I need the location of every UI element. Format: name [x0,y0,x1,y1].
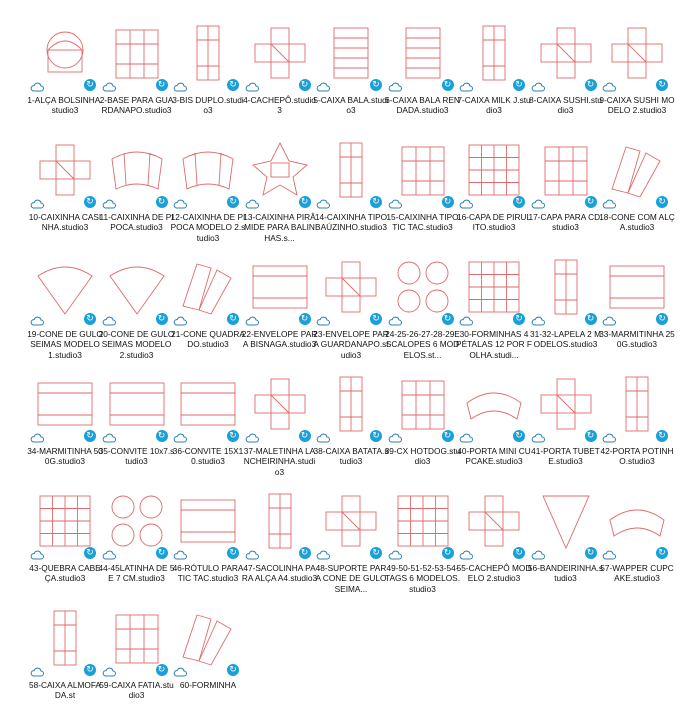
file-thumbnail [106,256,168,318]
file-thumbnail [606,373,668,435]
sync-badge-icon: ↻ [299,547,311,559]
sync-badge-icon: ↻ [442,430,454,442]
sync-badge-icon: ↻ [84,313,96,325]
file-label: 31-32-LAPELA 2 MODELOS.studio3 [529,329,602,350]
sync-badge-icon: ↻ [84,547,96,559]
file-thumbnail [34,490,96,552]
cloud-icon [388,550,402,560]
sync-badge-icon: ↻ [656,196,668,208]
file-label: 7-CAIXA MILK J.studio3 [457,95,531,116]
sync-badge-icon: ↻ [156,313,168,325]
file-label: 18-CONE COM ALÇA.studio3 [599,212,675,233]
cloud-icon [316,433,330,443]
file-label: 37-MALETINHA LANCHEIRINHA.studio3 [243,446,316,477]
file-thumbnail [535,139,597,201]
cloud-icon [459,82,473,92]
sync-badge-icon: ↻ [656,430,668,442]
file-thumbnail [106,490,168,552]
cloud-icon [388,316,402,326]
cloud-icon [388,82,402,92]
sync-badge-icon: ↻ [299,430,311,442]
sync-badge-icon: ↻ [227,79,239,91]
file-label: 20-CONE DE GULOSEIMAS MODELO 2.studio3 [98,329,175,360]
file-label: 30-FORMINHAS 4 PÉTALAS 12 POR FOLHA.studi... [456,329,532,360]
file-label: 14-CAIXINHA TIPO BAÚZINHO.studio3 [314,212,388,233]
cloud-icon [316,550,330,560]
sync-badge-icon: ↻ [227,547,239,559]
file-thumbnail [320,256,382,318]
cloud-icon [102,316,116,326]
cloud-icon [173,433,187,443]
cloud-icon [388,433,402,443]
file-thumbnail [177,490,239,552]
sync-badge-icon: ↻ [84,196,96,208]
sync-badge-icon: ↻ [156,430,168,442]
file-thumbnail [606,139,668,201]
file-label: 59-CAIXA FATIA.studio3 [99,680,174,701]
cloud-icon [245,316,259,326]
sync-badge-icon: ↻ [513,196,525,208]
cloud-icon [459,199,473,209]
cloud-icon [173,199,187,209]
sync-badge-icon: ↻ [156,664,168,676]
sync-badge-icon: ↻ [156,79,168,91]
cloud-icon [102,550,116,560]
cloud-icon [102,199,116,209]
cloud-icon [30,199,44,209]
file-thumbnail [177,607,239,669]
file-thumbnail [606,490,668,552]
sync-badge-icon: ↻ [442,79,454,91]
file-label: 48-SUPORTE PARA CONE DE GULOSEIMA... [315,563,387,594]
file-label: 39-CX HOTDOG.studio3 [384,446,461,467]
file-label: 12-CAIXINHA DE PIPOCA MODELO 2.studio3 [170,212,246,243]
sync-badge-icon: ↻ [370,430,382,442]
sync-badge-icon: ↻ [370,79,382,91]
file-thumbnail [535,256,597,318]
sync-badge-icon: ↻ [227,196,239,208]
cloud-icon [602,316,616,326]
cloud-icon [602,82,616,92]
file-label: 17-CAPA PARA CD.studio3 [528,212,603,233]
file-thumbnail [392,373,454,435]
file-label: 15-CAIXINHA TIPO TIC TAC.studio3 [386,212,459,233]
file-thumbnail [177,373,239,435]
sync-badge-icon: ↻ [513,430,525,442]
file-label: 3-BIS DUPLO.studio3 [172,95,244,116]
cloud-icon [245,82,259,92]
sync-badge-icon: ↻ [585,430,597,442]
file-label: 6-CAIXA BALA RENDADA.studio3 [385,95,460,116]
file-label: 19-CONE DE GULOSEIMAS MODELO 1.studio3 [27,329,103,360]
cloud-icon [30,82,44,92]
sync-badge-icon: ↻ [656,79,668,91]
sync-badge-icon: ↻ [585,313,597,325]
file-thumbnail [177,139,239,201]
sync-badge-icon: ↻ [84,664,96,676]
file-thumbnail [392,139,454,201]
file-label: 35-CONVITE 10x7.studio3 [98,446,175,467]
file-thumbnail [34,256,96,318]
sync-badge-icon: ↻ [227,430,239,442]
file-label: 41-PORTA TUBETE.studio3 [531,446,600,467]
sync-badge-icon: ↻ [84,79,96,91]
file-label: 47-SACOLINHA PARA ALÇA A4.studio3 [241,563,318,584]
file-thumbnail [106,373,168,435]
file-thumbnail [463,373,525,435]
file-thumbnail [606,22,668,84]
sync-badge-icon: ↻ [299,313,311,325]
sync-badge-icon: ↻ [442,313,454,325]
sync-badge-icon: ↻ [227,664,239,676]
file-thumbnail [535,490,597,552]
cloud-icon [245,199,259,209]
file-thumbnail [106,22,168,84]
file-thumbnail [177,256,239,318]
file-label: 1-ALÇA BOLSINHA.studio3 [27,95,103,116]
file-label: 42-PORTA POTINHO.studio3 [600,446,674,467]
cloud-icon [602,199,616,209]
file-label: 44-45LATINHA DE 5 E 7 CM.studio3 [98,563,175,584]
file-label: 57-WAPPER CUPCAKE.studio3 [600,563,674,584]
sync-badge-icon: ↻ [656,547,668,559]
file-label: 40-PORTA MINI CUPCAKE.studio3 [457,446,531,467]
file-thumbnail [463,139,525,201]
file-thumbnail [249,22,311,84]
file-label: 23-ENVELOPE PARA GUARDANAPO.studio3 [313,329,389,360]
file-thumbnail [34,373,96,435]
cloud-icon [173,550,187,560]
file-label: 33-MARMITINHA 250G.studio3 [599,329,675,350]
file-label: 60-FORMINHA [179,680,237,690]
file-thumbnail [249,139,311,201]
file-label: 13-CAIXINHA PIRÂMIDE PARA BALINHAS.s... [243,212,316,243]
file-thumbnail [106,607,168,669]
sync-badge-icon: ↻ [299,196,311,208]
file-label: 9-CAIXA SUSHI MODELO 2.studio3 [599,95,675,116]
file-thumbnail [320,139,382,201]
sync-badge-icon: ↻ [656,313,668,325]
sync-badge-icon: ↻ [442,547,454,559]
file-label: 46-RÓTULO PARA TIC TAC.studio3 [172,563,244,584]
sync-badge-icon: ↻ [442,196,454,208]
file-thumbnail [392,490,454,552]
cloud-icon [531,316,545,326]
file-thumbnail [463,490,525,552]
cloud-icon [30,316,44,326]
cloud-icon [245,433,259,443]
cloud-icon [459,550,473,560]
cloud-icon [531,199,545,209]
cloud-icon [245,550,259,560]
sync-badge-icon: ↻ [370,313,382,325]
file-thumbnail [463,256,525,318]
file-thumbnail [34,139,96,201]
cloud-icon [531,82,545,92]
file-thumbnail [392,256,454,318]
file-thumbnail [249,373,311,435]
file-label: 21-CONE QUADRADO.studio3 [171,329,245,350]
cloud-icon [531,550,545,560]
file-label: 38-CAIXA BATATA.studio3 [313,446,389,467]
sync-badge-icon: ↻ [513,313,525,325]
file-thumbnail [320,373,382,435]
file-label: 11-CAIXINHA DE PIPOCA.studio3 [99,212,174,233]
file-thumbnail [320,22,382,84]
cloud-icon [602,433,616,443]
sync-badge-icon: ↻ [299,79,311,91]
cloud-icon [30,433,44,443]
cloud-icon [316,82,330,92]
file-label: 36-CONVITE 15X10.studio3 [172,446,244,467]
sync-badge-icon: ↻ [370,547,382,559]
file-label: 56-BANDEIRINHA.studio3 [527,563,604,584]
cloud-icon [459,316,473,326]
cloud-icon [102,433,116,443]
file-thumbnail [320,490,382,552]
sync-badge-icon: ↻ [585,79,597,91]
file-thumbnail [249,256,311,318]
cloud-icon [173,667,187,677]
sync-badge-icon: ↻ [585,196,597,208]
file-label: 22-ENVELOPE PARA BISNAGA.studio3 [241,329,318,350]
cloud-icon [30,550,44,560]
file-label: 8-CAIXA SUSHI.studio3 [529,95,602,116]
file-thumbnail [606,256,668,318]
file-thumbnail [249,490,311,552]
sync-badge-icon: ↻ [84,430,96,442]
cloud-icon [602,550,616,560]
file-thumbnail [463,22,525,84]
file-label: 4-CACHEPÔ.studio3 [243,95,316,116]
sync-badge-icon: ↻ [585,547,597,559]
sync-badge-icon: ↻ [513,79,525,91]
cloud-icon [459,433,473,443]
sync-badge-icon: ↻ [370,196,382,208]
file-label: 49-50-51-52-53-54-TAGS 6 MODELOS.studio3 [385,563,460,594]
file-label: 24-25-26-27-28-29ESCALOPES 6 MODELOS.st... [385,329,460,360]
file-thumbnail [535,373,597,435]
sync-badge-icon: ↻ [227,313,239,325]
file-label: 34-MARMITINHA 500G.studio3 [27,446,103,467]
sync-badge-icon: ↻ [156,547,168,559]
file-label: 55-CACHEPÔ MODELO 2.studio3 [456,563,532,584]
file-label: 10-CAIXINHA CASINHA.studio3 [28,212,102,233]
cloud-icon [173,316,187,326]
file-label: 2-BASE PARA GUARDANAPO.studio3 [99,95,174,116]
file-thumbnail [177,22,239,84]
sync-badge-icon: ↻ [156,196,168,208]
sync-badge-icon: ↻ [513,547,525,559]
file-label: 16-CAPA DE PIRULITO.studio3 [456,212,532,233]
file-thumbnail [106,139,168,201]
cloud-icon [316,316,330,326]
file-thumbnail [392,22,454,84]
cloud-icon [30,667,44,677]
file-thumbnail [535,22,597,84]
cloud-icon [102,667,116,677]
cloud-icon [388,199,402,209]
cloud-icon [531,433,545,443]
file-thumbnail [34,22,96,84]
file-label: 58-CAIXA ALMOFADA.st [29,680,101,701]
cloud-icon [102,82,116,92]
cloud-icon [173,82,187,92]
file-thumbnail [34,607,96,669]
file-label: 5-CAIXA BALA.studio3 [313,95,389,116]
cloud-icon [316,199,330,209]
file-label: 43-QUEBRA CABEÇA.studio3 [29,563,101,584]
